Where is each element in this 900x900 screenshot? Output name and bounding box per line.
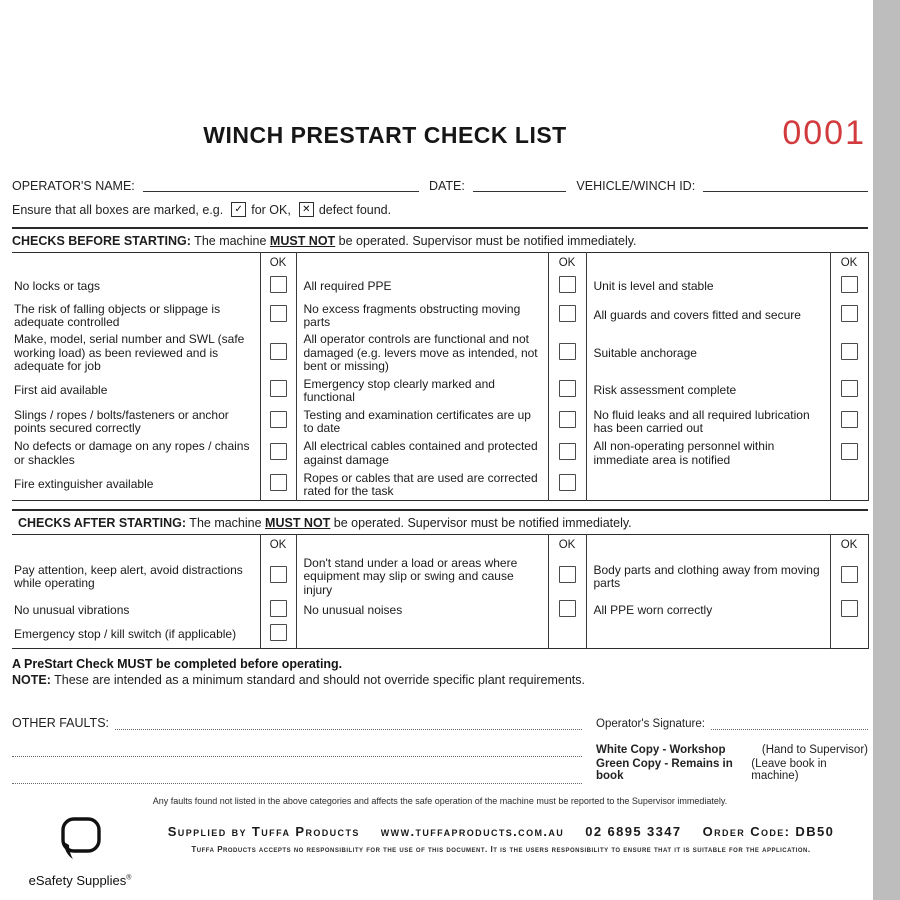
check-item: Pay attention, keep alert, avoid distractions while operating [14, 562, 243, 591]
operator-signature-label: Operator's Signature: [596, 717, 705, 730]
check-item: No excess fragments obstructing moving parts [303, 301, 521, 329]
date-field[interactable] [473, 178, 567, 192]
ok-checkbox[interactable] [841, 343, 858, 360]
green-copy-label: Green Copy - Remains in book [596, 757, 733, 782]
date-label: DATE: [428, 179, 465, 193]
ok-column-header: OK [548, 253, 586, 274]
crossed-box-icon: ✕ [299, 202, 314, 217]
supplied-by-text: Supplied by Tuffa Products [167, 823, 360, 839]
check-row [12, 622, 868, 648]
ok-column-header: OK [548, 535, 586, 555]
ok-checkbox[interactable] [841, 566, 858, 583]
ok-checkbox[interactable] [841, 411, 858, 428]
after-starting-heading: CHECKS AFTER STARTING: The machine MUST NOT be operated. Supervisor must be notified immediately. [18, 516, 632, 531]
ok-checkbox[interactable] [270, 443, 287, 460]
must-not-emphasis: MUST NOT [269, 234, 336, 248]
form-header [12, 116, 868, 156]
ok-checkbox[interactable] [841, 380, 858, 397]
serial-number: 0001 [782, 114, 866, 152]
check-item: Emergency stop / kill switch (if applicable) [14, 627, 237, 642]
check-item: Slings / ropes / bolts/fasteners or anchor points secured correctly [14, 407, 229, 436]
ok-checkbox[interactable] [270, 276, 287, 293]
ok-checkbox[interactable] [559, 600, 576, 617]
minimum-standard-note: NOTE: These are intended as a minimum standard and should not override specific plant requirements. [12, 672, 585, 687]
check-item [586, 622, 830, 648]
prestart-required-note: A PreStart Check MUST be completed before operating. [12, 656, 343, 671]
faults-report-fine-print: Any faults found not listed in the above categories and affects the safe operation of the machine must be reported to the Supervisor immediately. [152, 795, 728, 806]
ok-checkbox[interactable] [270, 566, 287, 583]
footer [12, 816, 868, 888]
check-item: Don't stand under a load or areas where equipment may slip or swing and cause injury [303, 555, 518, 597]
supplier-website[interactable]: www.tuffaproducts.com.au [380, 823, 565, 839]
check-row [12, 331, 868, 375]
vehicle-winch-id-label: VEHICLE/WINCH ID: [576, 179, 696, 193]
operator-name-field[interactable] [143, 178, 419, 192]
check-item [586, 470, 830, 501]
esafety-logo-icon [58, 816, 102, 866]
ok-checkbox[interactable] [270, 343, 287, 360]
ok-checkbox[interactable] [270, 624, 287, 641]
instruction-prefix: Ensure that all boxes are marked, e.g. [12, 202, 224, 217]
check-item: All electrical cables contained and protected against damage [303, 439, 538, 467]
check-row [12, 301, 868, 332]
check-item: All guards and covers fitted and secure [593, 308, 801, 323]
other-faults-line-1[interactable] [115, 717, 582, 730]
ok-checkbox[interactable] [841, 305, 858, 322]
ok-column-header: OK [260, 253, 296, 274]
white-copy-note: (Hand to Supervisor) [761, 743, 868, 756]
must-not-emphasis: MUST NOT [265, 516, 331, 531]
check-item [296, 622, 548, 648]
ok-checkbox[interactable] [270, 380, 287, 397]
check-item: No fluid leaks and all required lubrication has been carried out [593, 407, 810, 436]
checks-after-starting-table [12, 534, 869, 648]
ok-header-row [12, 253, 868, 274]
other-faults-line-2[interactable] [12, 744, 582, 757]
check-item: All operator controls are functional and not damaged (e.g. levers move as intended, not bent or missing) [303, 332, 538, 374]
ok-checkbox[interactable] [559, 566, 576, 583]
supplier-block [134, 816, 868, 854]
order-code: Order Code: DB50 [702, 823, 835, 839]
ok-checkbox[interactable] [841, 600, 858, 617]
check-item: No unusual vibrations [14, 603, 130, 618]
check-item: No defects or damage on any ropes / chains or shackles [14, 439, 250, 467]
operator-signature-line[interactable] [711, 717, 868, 730]
check-item: First aid available [14, 383, 108, 398]
check-item: All PPE worn correctly [593, 603, 713, 618]
checks-before-starting-table [12, 252, 869, 501]
other-faults-label: OTHER FAULTS: [12, 715, 110, 730]
check-row [12, 274, 868, 301]
check-item: Unit is level and stable [593, 279, 714, 294]
other-faults-block [12, 703, 582, 784]
esafety-supplies-wordmark: eSafety Supplies® [28, 872, 132, 888]
check-row [12, 407, 868, 438]
other-faults-line-3[interactable] [12, 771, 582, 784]
signature-block [596, 703, 868, 784]
ok-column-header: OK [830, 253, 868, 274]
check-item: The risk of falling objects or slippage is adequate controlled [14, 301, 221, 329]
vehicle-winch-id-field[interactable] [703, 178, 868, 192]
ok-checkbox[interactable] [559, 305, 576, 322]
check-row [12, 599, 868, 622]
check-item: All non-operating personnel within immediate area is notified [593, 439, 775, 467]
ok-checkbox[interactable] [559, 474, 576, 491]
ok-checkbox[interactable] [270, 305, 287, 322]
ok-header-row [12, 535, 868, 555]
check-item: Risk assessment complete [593, 383, 737, 398]
instruction-defect-text: defect found. [318, 202, 392, 217]
signoff-section [12, 703, 868, 784]
check-item: No locks or tags [14, 279, 101, 294]
scan-edge-strip [873, 0, 900, 900]
ok-column-header: OK [260, 535, 296, 555]
check-item: Fire extinguisher available [14, 477, 154, 492]
supplier-line [134, 824, 868, 839]
ok-checkbox[interactable] [559, 380, 576, 397]
instruction-ok-text: for OK, [251, 202, 291, 217]
white-copy-label: White Copy - Workshop [596, 743, 726, 756]
ok-checkbox[interactable] [270, 600, 287, 617]
ok-checkbox[interactable] [841, 443, 858, 460]
marking-instruction [12, 202, 868, 217]
check-item: Body parts and clothing away from moving parts [593, 562, 820, 591]
before-starting-heading: CHECKS BEFORE STARTING: The machine MUST NOT be operated. Supervisor must be notified immediately. [12, 234, 637, 248]
page-title: WINCH PRESTART CHECK LIST [203, 122, 567, 148]
check-item: All required PPE [303, 279, 392, 294]
check-item: Emergency stop clearly marked and functional [303, 376, 495, 405]
check-item: Make, model, serial number and SWL (safe working load) as been reviewed and is adequate for job [14, 332, 245, 374]
ok-checkbox[interactable] [559, 343, 576, 360]
supplier-phone: 02 6895 3347 [585, 823, 682, 839]
checked-box-icon: ✓ [231, 202, 246, 217]
check-row [12, 376, 868, 407]
esafety-supplies-logo [26, 816, 134, 888]
check-item: No unusual noises [303, 603, 403, 618]
ok-checkbox[interactable] [270, 474, 287, 491]
check-item: Testing and examination certificates are up to date [303, 407, 531, 436]
ok-checkbox[interactable] [559, 411, 576, 428]
check-item: Ropes or cables that are used are corrected rated for the task [303, 470, 538, 498]
ok-checkbox[interactable] [270, 411, 287, 428]
check-row [12, 470, 868, 501]
check-item: Suitable anchorage [593, 345, 697, 360]
check-row [12, 555, 868, 599]
operator-name-label: OPERATOR'S NAME: [12, 179, 135, 193]
green-copy-note: (Leave book in machine) [751, 757, 827, 782]
ok-checkbox[interactable] [559, 276, 576, 293]
section-divider [12, 509, 868, 511]
ok-column-header: OK [830, 535, 868, 555]
ok-checkbox[interactable] [559, 443, 576, 460]
ok-checkbox[interactable] [841, 276, 858, 293]
section-divider [12, 227, 868, 229]
supplier-disclaimer: Tuffa Products accepts no responsibility for the use of this document. It is the users responsibility to ensure that it is suitable for the application. [191, 844, 811, 854]
check-row [12, 438, 868, 470]
header-fields [12, 178, 868, 193]
